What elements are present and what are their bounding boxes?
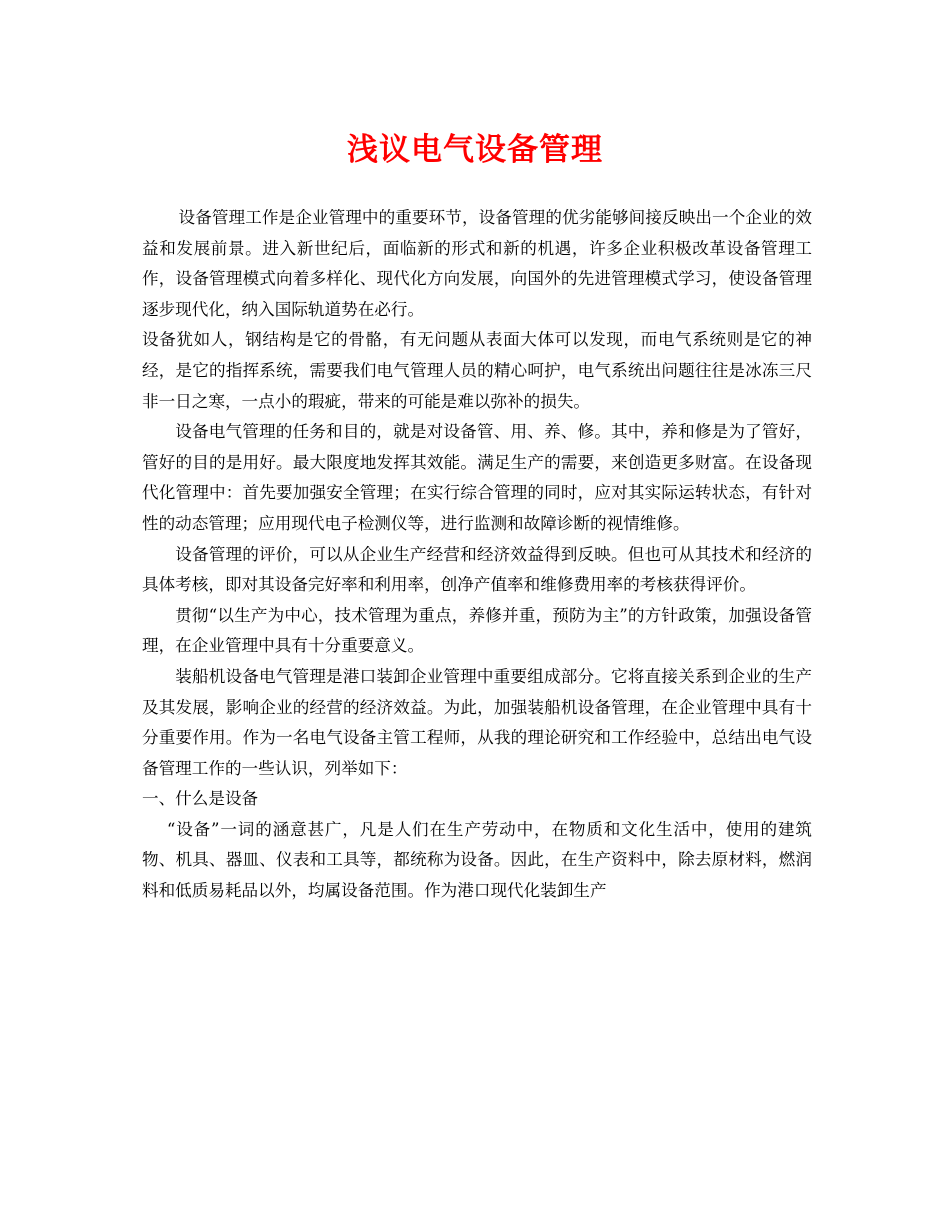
section-heading: 一、什么是设备: [142, 789, 259, 809]
paragraph-tasks: 设备电气管理的任务和目的，就是对设备管、用、养、修。其中，养和修是为了管好，管好的目的是用好。最大限度地发挥其效能。满足生产的需要，来创造更多财富。在设备现代化管理中：首先要加强安全管理；在实行综合管理的同时，应对其实际运转状态，有针对性的动态管理；应用现代电子检测仪等，进行监测和故障诊断的视情维修。: [142, 422, 812, 533]
paragraph-analogy: 设备犹如人，钢结构是它的骨骼，有无问题从表面大体可以发现，而电气系统则是它的神经，是它的指挥系统，需要我们电气管理人员的精心呵护，电气系统出问题往往是冰冻三尺非一日之寒，一点小的瑕疵，带来的可能是难以弥补的损失。: [142, 330, 812, 411]
paragraph-equipment-definition: “设备”一词的涵意甚广，凡是人们在生产劳动中，在物质和文化生活中，使用的建筑物、机具、器皿、仪表和工具等，都统称为设备。因此，在生产资料中，除去原材料，燃润料和低质易耗品以外，均属设备范围。作为港口现代化装卸生产: [142, 819, 812, 901]
document-title: 浅议电气设备管理: [347, 132, 603, 168]
paragraph-policy: 贯彻“以生产为中心，技术管理为重点，养修并重，预防为主”的方针政策，加强设备管理，在企业管理中具有十分重要意义。: [142, 605, 812, 656]
paragraph-shiploader: 装船机设备电气管理是港口装卸企业管理中重要组成部分。它将直接关系到企业的生产及其发展，影响企业的经营的经济效益。为此，加强装船机设备管理，在企业管理中具有十分重要作用。作为一名电气设备主管工程师，从我的理论研究和工作经验中，总结出电气设备管理工作的一些认识，列举如下：: [142, 666, 812, 778]
paragraph-evaluation: 设备管理的评价，可以从企业生产经营和经济效益得到反映。但也可从其技术和经济的具体考核，即对其设备完好率和利用率，创净产值率和维修费用率的考核获得评价。: [142, 544, 812, 595]
document-body: [142, 203, 812, 907]
paragraph-intro: 设备管理工作是企业管理中的重要环节，设备管理的优劣能够间接反映出一个企业的效益和发展前景。进入新世纪后，面临新的形式和新的机遇，许多企业积极改革设备管理工作，设备管理模式向着多样化、现代化方向发展，向国外的先进管理模式学习，使设备管理逐步现代化，纳入国际轨道势在必行。: [142, 208, 812, 319]
